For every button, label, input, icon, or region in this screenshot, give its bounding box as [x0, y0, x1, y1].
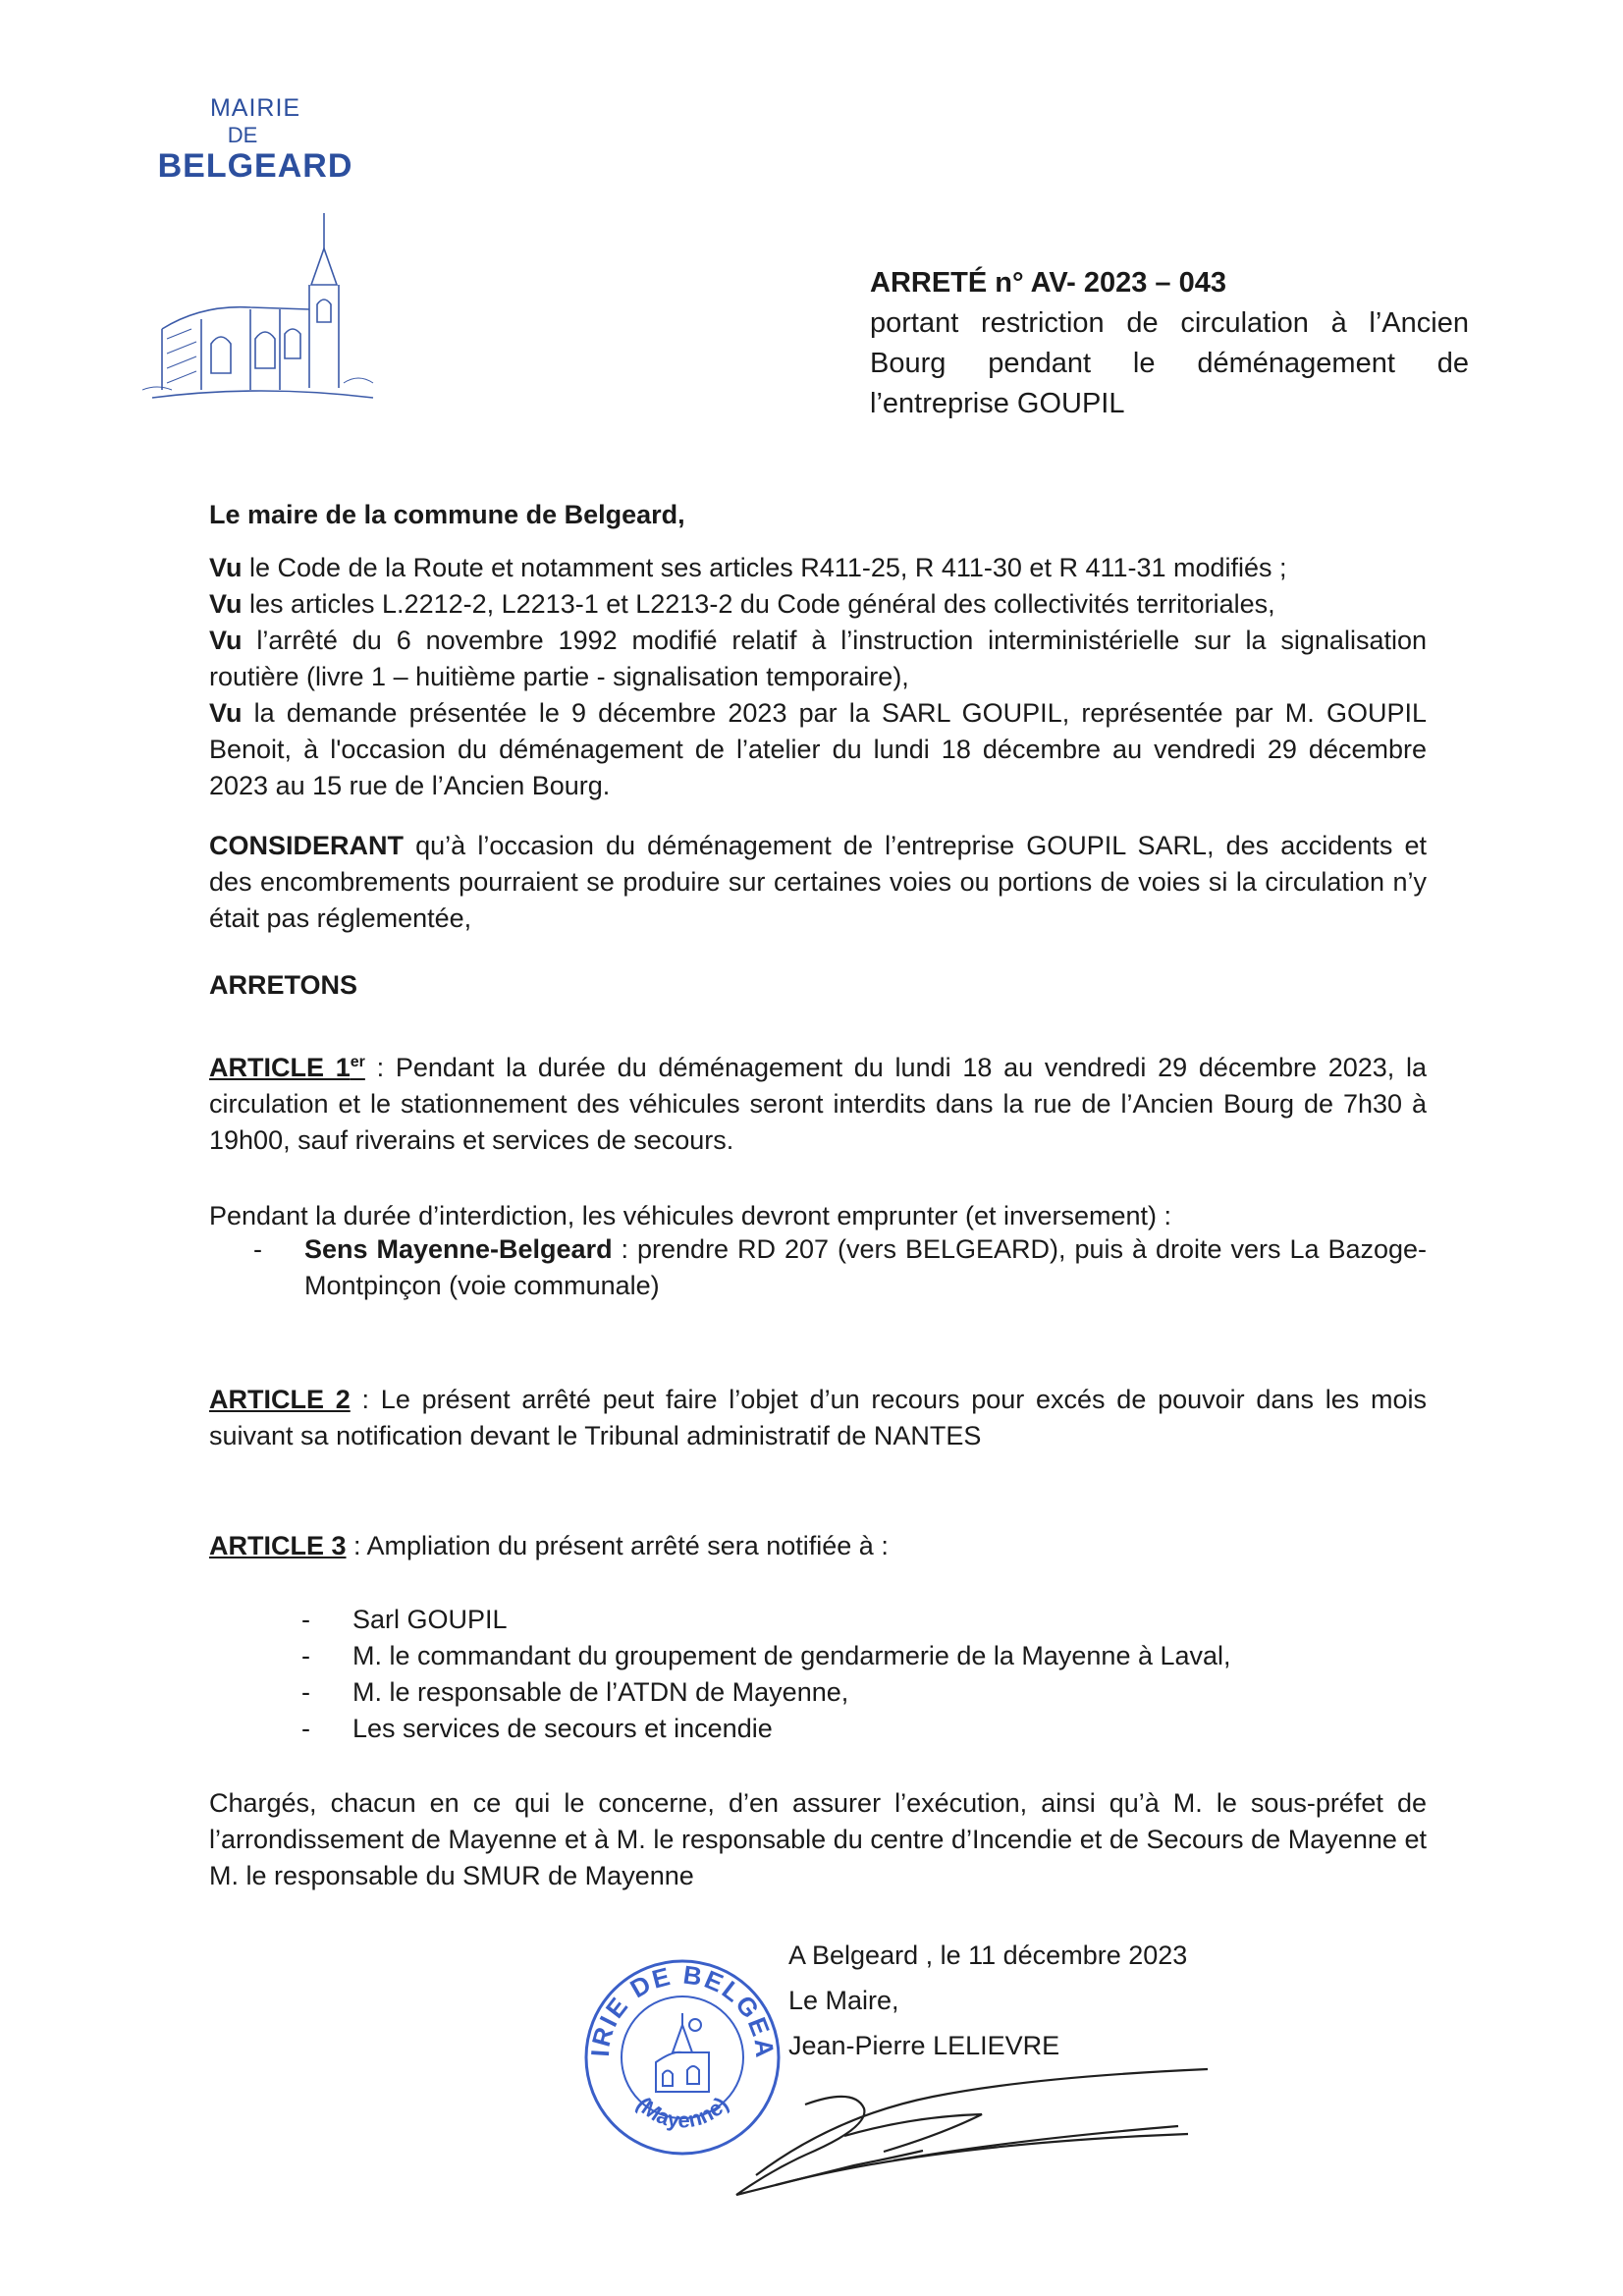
recipient-item: - Sarl GOUPIL: [301, 1605, 508, 1634]
signatory-role: Le Maire,: [788, 1986, 899, 2015]
article-3-text: : Ampliation du présent arrêté sera notifiée à :: [346, 1531, 889, 1560]
article-2: [209, 1382, 1427, 1454]
article-1-text: : Pendant la durée du déménagement du lundi 18 au vendredi 29 décembre 2023, la circulation et le stationnement des véhicules seront interdits dans la rue de l’Ancien Bourg de 7h30 à 19h00, sauf riverains et services de secours.: [209, 1053, 1428, 1155]
decree-number: ARRETÉ n° AV- 2023 – 043: [870, 267, 1226, 299]
vu-text: l’arrêté du 6 novembre 1992 modifié relatif à l’instruction interministérielle sur la signalisation routière (livre 1 – huitième partie - signalisation temporaire),: [209, 626, 1427, 691]
vu-label: Vu: [209, 626, 243, 655]
vu-item: [209, 623, 1427, 695]
article-1: [209, 1050, 1427, 1159]
stamp-bottom-text: (Mayenne): [631, 2092, 733, 2133]
handwritten-signature: [717, 2057, 1227, 2210]
recipient-item: - M. le commandant du groupement de gendarmerie de la Mayenne à Laval,: [301, 1641, 1231, 1670]
vu-list: [209, 550, 1427, 804]
article-3-label: ARTICLE 3: [209, 1531, 347, 1560]
detour-intro: Pendant la durée d’interdiction, les véhicules devront emprunter (et inversement) :: [209, 1201, 1172, 1230]
signatory-name: Jean-Pierre LELIEVRE: [788, 2031, 1060, 2060]
detour-label: Sens Mayenne-Belgeard: [304, 1234, 613, 1264]
article-1-label: ARTICLE 1er: [209, 1053, 365, 1082]
church-logo: [142, 211, 378, 412]
decree-subject: portant restriction de circulation à l’Ancien Bourg pendant le déménagement de l’entreprise GOUPIL: [870, 307, 1469, 419]
vu-item: [209, 550, 1427, 586]
letterhead-de: DE: [227, 122, 258, 147]
svg-text:MAIRIE DE BELGEARD: [579, 1954, 781, 2060]
detour-item: [304, 1231, 1427, 1304]
article-2-label: ARTICLE 2: [209, 1385, 351, 1414]
recipient-item: - Les services de secours et incendie: [301, 1714, 773, 1743]
stamp-top-text: IRIE DE BELGEA: [584, 1959, 781, 2061]
vu-text: les articles L.2212-2, L2213-1 et L2213-2 du Code général des collectivités territoriales,: [242, 589, 1275, 619]
recipient-item: - M. le responsable de l’ATDN de Mayenne,: [301, 1677, 849, 1707]
vu-text: la demande présentée le 9 décembre 2023 par la SARL GOUPIL, représentée par M. GOUPIL Benoit, à l'occasion du déménagement de l’atelier du lundi 18 décembre au vendredi 29 décembre 2023 au 15 rue de l’Ancien Bourg.: [209, 698, 1427, 800]
vu-label: Vu: [209, 553, 243, 582]
vu-label: Vu: [209, 698, 243, 728]
letterhead: [147, 94, 363, 186]
article-2-text: : Le présent arrêté peut faire l’objet d’un recours pour excés de pouvoir dans les mois suivant sa notification devant le Tribunal administratif de NANTES: [209, 1385, 1427, 1450]
recipients-list: [301, 1602, 1231, 1747]
considerant-paragraph: [209, 828, 1427, 937]
vu-item: [209, 695, 1427, 804]
decree-title: [870, 263, 1469, 424]
vu-item: [209, 586, 1427, 623]
letterhead-commune: BELGEARD: [157, 147, 353, 186]
detour-text: : prendre RD 207 (vers BELGEARD), puis à droite vers La Bazoge-Montpinçon (voie communale): [304, 1234, 1428, 1300]
arretons-heading: ARRETONS: [209, 970, 358, 1000]
signature-block: [788, 1933, 1187, 2068]
considerant-text: qu’à l’occasion du déménagement de l’entreprise GOUPIL SARL, des accidents et des encombrements pourraient se produire sur certaines voies ou portions de voies si la circulation n’y était pas réglementée,: [209, 831, 1427, 933]
letterhead-mairie: MAIRIE: [209, 94, 301, 122]
detour-dash: -: [253, 1234, 262, 1264]
considerant-label: CONSIDERANT: [209, 831, 405, 860]
charges-paragraph: Chargés, chacun en ce qui le concerne, d’en assurer l’exécution, ainsi qu’à M. le sous-préfet de l’arrondissement de Mayenne et à M. le responsable du centre d’Incendie et de Secours de Mayenne et M. le responsable du SMUR de Mayenne: [209, 1788, 1427, 1890]
place-date: A Belgeard , le 11 décembre 2023: [788, 1941, 1188, 1970]
mayor-intro: Le maire de la commune de Belgeard,: [209, 500, 685, 529]
vu-text: le Code de la Route et notamment ses articles R411-25, R 411-30 et R 411-31 modifiés ;: [242, 553, 1287, 582]
article-3: [209, 1528, 1427, 1564]
vu-label: Vu: [209, 589, 243, 619]
